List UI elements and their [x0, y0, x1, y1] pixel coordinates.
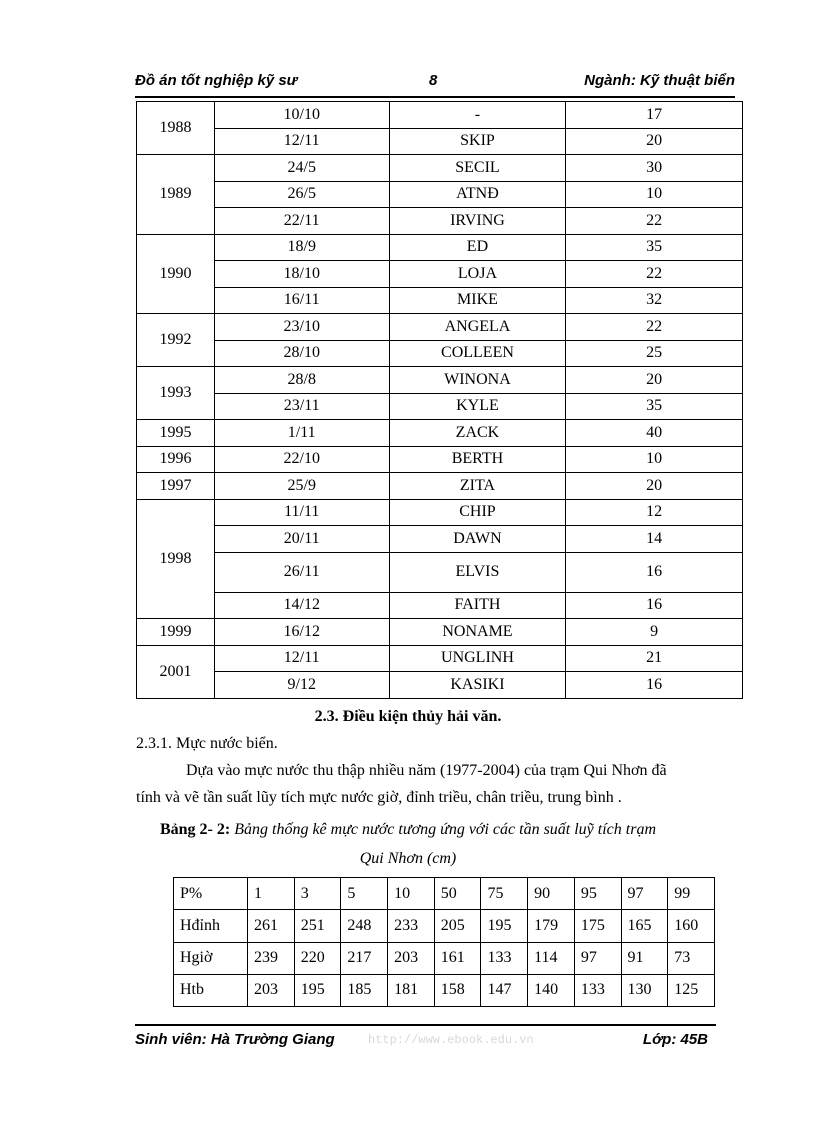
year-cell: 1998 — [137, 499, 215, 619]
date-cell: 18/9 — [214, 234, 389, 261]
storm-name-cell: ATNĐ — [389, 181, 566, 208]
storm-row — [137, 420, 743, 447]
section-title: 2.3. Điều kiện thủy hải văn. — [314, 708, 502, 725]
storm-name-cell: UNGLINH — [389, 645, 566, 672]
freq-cell: 179 — [528, 910, 575, 942]
freq-cell: 195 — [294, 974, 341, 1006]
freq-cell: 158 — [434, 974, 481, 1006]
date-cell: 16/11 — [214, 287, 389, 314]
value-cell: 22 — [566, 261, 743, 288]
date-cell: 18/10 — [214, 261, 389, 288]
subsection-title: 2.3.1. Mực nước biển. — [136, 735, 278, 752]
header-major: Ngành: Kỹ thuật biển — [584, 72, 735, 89]
date-cell: 1/11 — [214, 420, 389, 447]
date-cell: 12/11 — [214, 645, 389, 672]
storm-row — [137, 314, 743, 341]
freq-cell: 91 — [621, 942, 668, 974]
storm-name-cell: ZITA — [389, 473, 566, 500]
date-cell: 25/9 — [214, 473, 389, 500]
freq-cell: 160 — [668, 910, 715, 942]
year-cell: 1992 — [137, 314, 215, 367]
page-number: 8 — [429, 72, 438, 89]
freq-cell: 99 — [668, 878, 715, 910]
value-cell: 35 — [566, 234, 743, 261]
freq-cell: 73 — [668, 942, 715, 974]
storm-name-cell: ELVIS — [389, 552, 566, 592]
date-cell: 28/10 — [214, 340, 389, 367]
freq-cell: 248 — [341, 910, 388, 942]
storm-row — [137, 367, 743, 394]
value-cell: 16 — [566, 672, 743, 699]
year-cell: 2001 — [137, 645, 215, 698]
page-header — [135, 70, 735, 98]
year-cell: 1990 — [137, 234, 215, 314]
storm-row — [137, 526, 743, 553]
freq-cell: 147 — [481, 974, 528, 1006]
storm-row — [137, 619, 743, 646]
freq-cell: 239 — [248, 942, 295, 974]
freq-cell: 185 — [341, 974, 388, 1006]
date-cell: 26/11 — [214, 552, 389, 592]
freq-cell: 130 — [621, 974, 668, 1006]
date-cell: 11/11 — [214, 499, 389, 526]
year-cell: 1988 — [137, 102, 215, 155]
freq-row — [174, 910, 715, 942]
storm-name-cell: KYLE — [389, 393, 566, 420]
freq-cell: 97 — [621, 878, 668, 910]
header-title: Đồ án tốt nghiệp kỹ sư — [135, 72, 298, 89]
storm-name-cell: NONAME — [389, 619, 566, 646]
date-cell: 20/11 — [214, 526, 389, 553]
freq-cell: 1 — [248, 878, 295, 910]
storm-row — [137, 128, 743, 155]
caption-label: Bảng 2- 2: — [159, 821, 231, 838]
paragraph-line-1: Dựa vào mực nước thu thập nhiều năm (1977-2004) của trạm Qui Nhơn đã — [186, 762, 667, 779]
value-cell: 12 — [566, 499, 743, 526]
date-cell: 10/10 — [214, 102, 389, 129]
freq-cell: 97 — [574, 942, 621, 974]
paragraph-line-2: tính và vẽ tần suất lũy tích mực nước giờ, đỉnh triều, chân triều, trung bình . — [136, 789, 622, 806]
frequency-table — [173, 877, 715, 1007]
freq-cell: 161 — [434, 942, 481, 974]
storm-row — [137, 645, 743, 672]
value-cell: 25 — [566, 340, 743, 367]
freq-cell: 205 — [434, 910, 481, 942]
freq-row — [174, 878, 715, 910]
freq-cell: 181 — [388, 974, 435, 1006]
freq-cell: 133 — [574, 974, 621, 1006]
value-cell: 20 — [566, 473, 743, 500]
storm-name-cell: ED — [389, 234, 566, 261]
storm-name-cell: COLLEEN — [389, 340, 566, 367]
storm-row — [137, 234, 743, 261]
value-cell: 9 — [566, 619, 743, 646]
storm-table — [136, 101, 743, 699]
date-cell: 26/5 — [214, 181, 389, 208]
freq-cell: 3 — [294, 878, 341, 910]
freq-row — [174, 974, 715, 1006]
year-cell: 1997 — [137, 473, 215, 500]
storm-row — [137, 446, 743, 473]
year-cell: 1993 — [137, 367, 215, 420]
freq-cell: 217 — [341, 942, 388, 974]
storm-row — [137, 672, 743, 699]
value-cell: 16 — [566, 552, 743, 592]
freq-cell: 251 — [294, 910, 341, 942]
freq-cell: 125 — [668, 974, 715, 1006]
freq-row-label: Htb — [174, 974, 248, 1006]
storm-name-cell: MIKE — [389, 287, 566, 314]
storm-name-cell: FAITH — [389, 592, 566, 619]
freq-cell: 165 — [621, 910, 668, 942]
freq-cell: 10 — [388, 878, 435, 910]
freq-cell: 233 — [388, 910, 435, 942]
footer-watermark: http://www.ebook.edu.vn — [368, 1033, 534, 1047]
storm-name-cell: SECIL — [389, 155, 566, 182]
storm-name-cell: IRVING — [389, 208, 566, 235]
date-cell: 22/11 — [214, 208, 389, 235]
date-cell: 14/12 — [214, 592, 389, 619]
storm-name-cell: SKIP — [389, 128, 566, 155]
storm-row — [137, 102, 743, 129]
year-cell: 1999 — [137, 619, 215, 646]
date-cell: 24/5 — [214, 155, 389, 182]
freq-cell: 95 — [574, 878, 621, 910]
storm-row — [137, 499, 743, 526]
table-caption — [0, 821, 816, 839]
storm-row — [137, 208, 743, 235]
caption-line-2: Qui Nhơn (cm) — [359, 850, 457, 867]
freq-row-label: P% — [174, 878, 248, 910]
storm-name-cell: KASIKI — [389, 672, 566, 699]
storm-row — [137, 181, 743, 208]
value-cell: 22 — [566, 208, 743, 235]
freq-cell: 133 — [481, 942, 528, 974]
value-cell: 32 — [566, 287, 743, 314]
value-cell: 40 — [566, 420, 743, 447]
freq-cell: 90 — [528, 878, 575, 910]
storm-row — [137, 261, 743, 288]
storm-name-cell: - — [389, 102, 566, 129]
date-cell: 23/10 — [214, 314, 389, 341]
freq-cell: 195 — [481, 910, 528, 942]
date-cell: 12/11 — [214, 128, 389, 155]
freq-row-label: Hgiờ — [174, 942, 248, 974]
freq-cell: 175 — [574, 910, 621, 942]
freq-cell: 140 — [528, 974, 575, 1006]
page-footer — [135, 1024, 716, 1050]
storm-row — [137, 473, 743, 500]
year-cell: 1989 — [137, 155, 215, 235]
year-cell: 1995 — [137, 420, 215, 447]
storm-name-cell: WINONA — [389, 367, 566, 394]
freq-row — [174, 942, 715, 974]
storm-name-cell: ZACK — [389, 420, 566, 447]
value-cell: 22 — [566, 314, 743, 341]
date-cell: 28/8 — [214, 367, 389, 394]
value-cell: 10 — [566, 446, 743, 473]
caption-text: Bảng thống kê mực nước tương ứng với các tần suất luỹ tích trạm — [234, 821, 656, 838]
date-cell: 23/11 — [214, 393, 389, 420]
freq-cell: 75 — [481, 878, 528, 910]
value-cell: 17 — [566, 102, 743, 129]
value-cell: 30 — [566, 155, 743, 182]
value-cell: 20 — [566, 128, 743, 155]
storm-row — [137, 592, 743, 619]
freq-cell: 203 — [388, 942, 435, 974]
date-cell: 16/12 — [214, 619, 389, 646]
storm-name-cell: BERTH — [389, 446, 566, 473]
value-cell: 14 — [566, 526, 743, 553]
storm-name-cell: CHIP — [389, 499, 566, 526]
freq-cell: 261 — [248, 910, 295, 942]
date-cell: 9/12 — [214, 672, 389, 699]
storm-name-cell: LOJA — [389, 261, 566, 288]
storm-row — [137, 287, 743, 314]
freq-cell: 50 — [434, 878, 481, 910]
storm-row — [137, 552, 743, 592]
footer-class: Lớp: 45B — [642, 1031, 708, 1048]
date-cell: 22/10 — [214, 446, 389, 473]
year-cell: 1996 — [137, 446, 215, 473]
freq-cell: 114 — [528, 942, 575, 974]
value-cell: 10 — [566, 181, 743, 208]
footer-student: Sinh viên: Hà Trường Giang — [135, 1031, 335, 1048]
value-cell: 35 — [566, 393, 743, 420]
storm-row — [137, 393, 743, 420]
freq-cell: 220 — [294, 942, 341, 974]
value-cell: 21 — [566, 645, 743, 672]
value-cell: 16 — [566, 592, 743, 619]
value-cell: 20 — [566, 367, 743, 394]
storm-row — [137, 155, 743, 182]
freq-cell: 5 — [341, 878, 388, 910]
storm-name-cell: ANGELA — [389, 314, 566, 341]
freq-row-label: Hđỉnh — [174, 910, 248, 942]
storm-name-cell: DAWN — [389, 526, 566, 553]
storm-row — [137, 340, 743, 367]
freq-cell: 203 — [248, 974, 295, 1006]
